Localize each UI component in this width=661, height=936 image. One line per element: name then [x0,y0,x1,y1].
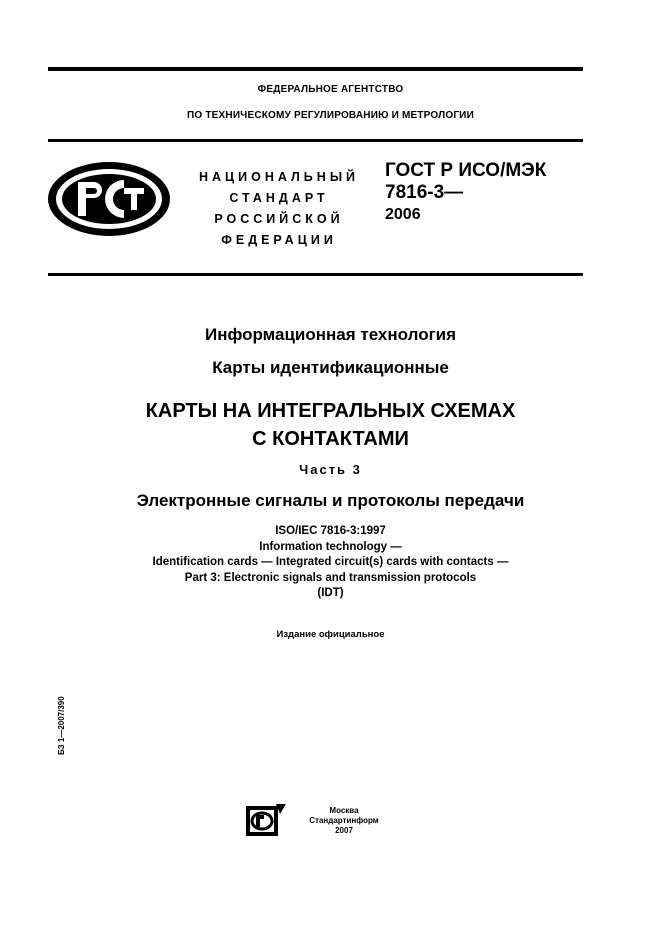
national-line-4: ФЕДЕРАЦИИ [221,233,337,247]
part-label: Часть 3 [299,462,362,477]
national-line-2: СТАНДАРТ [229,191,329,205]
edition-label: Издание официальное [276,629,385,640]
top-rule [48,67,583,71]
main-title-line-1: КАРТЫ НА ИНТЕГРАЛЬНЫХ СХЕМАХ [145,400,516,422]
gost-line-1: ГОСТ Р ИСО/МЭК [385,160,547,181]
publisher-block [297,806,391,836]
agency-line-2: ПО ТЕХНИЧЕСКОМУ РЕГУЛИРОВАНИЮ И МЕТРОЛОГИИ [187,110,474,121]
gost-line-2: 7816-3— [385,182,464,203]
english-line-4: Part 3: Electronic signals and transmission protocols [184,571,477,584]
title-line-1: Информационная технология [204,325,457,344]
national-line-1: НАЦИОНАЛЬНЫЙ [198,170,360,184]
agency-line-1: ФЕДЕРАЛЬНОЕ АГЕНТСТВО [257,84,404,95]
publisher-city: Москва [329,806,359,815]
subtitle: Электронные сигналы и протоколы передачи [136,491,525,510]
publisher-name: Стандартинформ [309,816,379,825]
header-rule [48,139,583,142]
title-line-2: Карты идентификационные [212,358,449,377]
gost-year: 2006 [385,206,421,223]
english-line-5: (IDT) [317,587,344,599]
side-code: БЗ 1—2007/390 [57,696,66,755]
english-title-block [0,524,661,602]
english-line-1: ISO/IEC 7816-3:1997 [275,525,386,537]
publisher-year: 2007 [335,826,353,835]
gost-designation [385,160,546,226]
national-standard-label [196,167,362,251]
rst-logo-icon [46,160,172,238]
english-line-3: Identification cards — Integrated circuit(s) cards with contacts — [152,556,509,568]
standartinform-logo-icon [246,804,286,838]
national-line-3: РОССИЙСКОЙ [214,212,344,226]
main-title-line-2: С КОНТАКТАМИ [252,428,409,450]
standard-block-rule [48,273,583,276]
english-line-2: Information technology — [259,540,402,553]
